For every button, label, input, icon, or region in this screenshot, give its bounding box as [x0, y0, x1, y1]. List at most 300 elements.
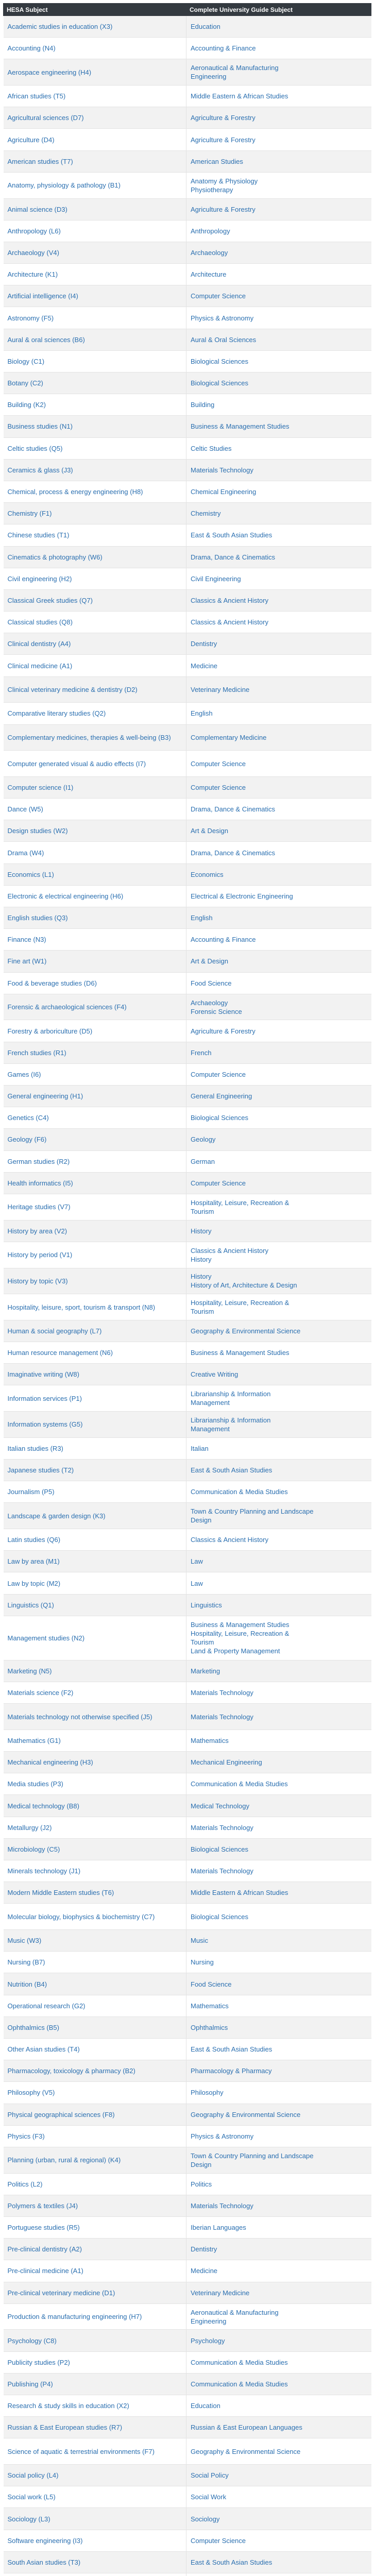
cug-subject-link[interactable]: Tourism — [191, 1207, 214, 1215]
hesa-subject-link[interactable]: Aerospace engineering (H4) — [4, 59, 186, 86]
cug-subject-link[interactable]: Business & Management Studies — [191, 1621, 290, 1629]
cug-subject-link[interactable]: Geology — [191, 1136, 216, 1144]
cug-subject-link[interactable]: Materials Technology — [191, 1689, 253, 1697]
cug-subject-link[interactable]: Dentistry — [191, 640, 217, 648]
cug-subject-link[interactable]: Archaeology — [191, 998, 228, 1007]
cug-subject-link[interactable]: Geography & Environmental Science — [191, 1327, 301, 1335]
cug-subject-link[interactable]: Classics & Ancient History — [191, 1536, 268, 1544]
cug-subject-link[interactable]: Food Science — [191, 1980, 232, 1988]
table-row — [4, 863, 371, 885]
cug-subject-link[interactable]: Education — [191, 2402, 220, 2410]
cug-subject-link[interactable]: Food Science — [191, 979, 232, 987]
cug-subject-link[interactable]: Biological Sciences — [191, 1114, 249, 1122]
cug-subject-link[interactable]: Agriculture & Forestry — [191, 205, 256, 213]
cug-subject-cell — [186, 1952, 371, 1973]
hesa-subject-link[interactable]: American studies (T7) — [4, 150, 186, 172]
cug-subject-link[interactable]: Communication & Media Studies — [191, 1780, 288, 1788]
cug-subject-link[interactable]: Veterinary Medicine — [191, 685, 250, 693]
cug-subject-link[interactable]: Drama, Dance & Cinematics — [191, 849, 275, 857]
hesa-subject-link[interactable]: Pre-clinical medicine (A1) — [4, 2260, 186, 2282]
table-row — [4, 907, 371, 929]
hesa-subject-link[interactable]: Clinical dentistry (A4) — [4, 633, 186, 655]
cug-subject-cell — [186, 994, 371, 1020]
hesa-subject-link[interactable]: Latin studies (Q6) — [4, 1529, 186, 1551]
table-row — [4, 242, 371, 263]
cug-subject-cell — [186, 220, 371, 242]
cug-subject-link[interactable]: Computer Science — [191, 1070, 246, 1078]
cug-subject-link[interactable]: History — [191, 1255, 212, 1263]
hesa-subject-link[interactable]: Classical studies (Q8) — [4, 612, 186, 633]
hesa-subject-link[interactable]: Ophthalmics (B5) — [4, 2016, 186, 2038]
cug-subject-link[interactable]: Ophthalmics — [191, 2023, 228, 2031]
cug-subject-cell — [186, 1730, 371, 1751]
cug-subject-link[interactable]: Law — [191, 1579, 203, 1587]
cug-subject-link[interactable]: East & South Asian Studies — [191, 1466, 273, 1475]
hesa-subject-link[interactable]: Journalism (P5) — [4, 1481, 186, 1503]
cug-subject-link[interactable]: Communication & Media Studies — [191, 2358, 288, 2366]
hesa-subject-link[interactable]: Sociology (L3) — [4, 2508, 186, 2530]
hesa-subject-link[interactable]: German studies (R2) — [4, 1150, 186, 1172]
cug-subject-link[interactable]: American Studies — [191, 157, 243, 165]
hesa-subject-link[interactable]: Operational research (G2) — [4, 1995, 186, 2016]
hesa-subject-link[interactable]: History by topic (V3) — [4, 1268, 186, 1294]
hesa-subject-link[interactable]: Microbiology (C5) — [4, 1838, 186, 1860]
cug-subject-link[interactable]: Design — [191, 1516, 212, 1524]
cug-subject-link[interactable]: Tourism — [191, 1308, 214, 1316]
hesa-subject-link[interactable]: Economics (L1) — [4, 863, 186, 885]
cug-subject-link[interactable]: Nursing — [191, 1958, 214, 1967]
hesa-subject-link[interactable]: Drama (W4) — [4, 842, 186, 863]
hesa-subject-link[interactable]: Physics (F3) — [4, 2125, 186, 2147]
hesa-subject-link[interactable]: Accounting (N4) — [4, 38, 186, 59]
hesa-subject-link[interactable]: Archaeology (V4) — [4, 242, 186, 263]
hesa-subject-link[interactable]: Materials technology not otherwise specified (J5) — [4, 1704, 186, 1730]
hesa-subject-link[interactable]: Ceramics & glass (J3) — [4, 459, 186, 481]
cug-subject-link[interactable]: Physics & Astronomy — [191, 2132, 254, 2140]
cug-subject-link[interactable]: Materials Technology — [191, 1713, 253, 1721]
table-row — [4, 1503, 371, 1529]
cug-subject-link[interactable]: Anthropology — [191, 227, 230, 235]
hesa-subject-link[interactable]: Food & beverage studies (D6) — [4, 972, 186, 994]
cug-subject-cell — [186, 2217, 371, 2239]
cug-subject-link[interactable]: Agriculture & Forestry — [191, 135, 256, 144]
cug-subject-cell — [186, 1086, 371, 1107]
cug-subject-link[interactable]: Aural & Oral Sciences — [191, 335, 257, 344]
hesa-subject-link[interactable]: Social policy (L4) — [4, 2465, 186, 2486]
cug-subject-link[interactable]: Accounting & Finance — [191, 44, 256, 53]
cug-subject-link[interactable]: History — [191, 1227, 212, 1235]
cug-subject-link[interactable]: Aeronautical & Manufacturing — [191, 64, 279, 72]
cug-subject-cell — [186, 1412, 371, 1438]
cug-subject-link[interactable]: Mathematics — [191, 1736, 229, 1744]
hesa-subject-link[interactable]: Computer science (I1) — [4, 776, 186, 798]
hesa-subject-link[interactable]: Research & study skills in education (X2) — [4, 2395, 186, 2417]
cug-subject-link[interactable]: Medicine — [191, 662, 218, 670]
hesa-subject-link[interactable]: Metallurgy (J2) — [4, 1817, 186, 1838]
hesa-subject-link[interactable]: Hospitality, leisure, sport, tourism & transport (N8) — [4, 1294, 186, 1320]
hesa-subject-link[interactable]: Mathematics (G1) — [4, 1730, 186, 1751]
hesa-subject-link[interactable]: History by period (V1) — [4, 1242, 186, 1268]
cug-subject-cell — [186, 951, 371, 972]
hesa-subject-link[interactable]: Electronic & electrical engineering (H6) — [4, 885, 186, 907]
hesa-subject-link[interactable]: Chemistry (F1) — [4, 503, 186, 524]
hesa-subject-link[interactable]: Forensic & archaeological sciences (F4) — [4, 994, 186, 1020]
cug-subject-link[interactable]: Town & Country Planning and Landscape — [191, 1507, 314, 1516]
cug-subject-cell — [186, 1882, 371, 1904]
hesa-subject-link[interactable]: Law by area (M1) — [4, 1551, 186, 1572]
cug-subject-link[interactable]: Dentistry — [191, 2245, 217, 2253]
hesa-subject-link[interactable]: Information systems (G5) — [4, 1412, 186, 1438]
hesa-subject-link[interactable]: Italian studies (R3) — [4, 1437, 186, 1459]
hesa-subject-link[interactable]: Classical Greek studies (Q7) — [4, 589, 186, 611]
cug-subject-link[interactable]: Chemistry — [191, 510, 221, 518]
cug-subject-link[interactable]: Hospitality, Leisure, Recreation & — [191, 1299, 290, 1307]
hesa-subject-link[interactable]: Law by topic (M2) — [4, 1572, 186, 1594]
cug-subject-link[interactable]: Middle Eastern & African Studies — [191, 92, 288, 100]
cug-subject-link[interactable]: Education — [191, 23, 220, 31]
cug-subject-link[interactable]: Management — [191, 1399, 230, 1407]
cug-subject-link[interactable]: Civil Engineering — [191, 574, 241, 583]
table-row — [4, 1129, 371, 1150]
hesa-subject-link[interactable]: Human resource management (N6) — [4, 1342, 186, 1364]
table-row — [4, 2351, 371, 2373]
cug-subject-cell — [186, 2082, 371, 2104]
cug-subject-link[interactable]: Biological Sciences — [191, 379, 249, 387]
hesa-subject-link[interactable]: Music (W3) — [4, 1930, 186, 1952]
cug-subject-link[interactable]: Librarianship & Information — [191, 1416, 271, 1424]
cug-subject-link[interactable]: Social Work — [191, 2493, 227, 2501]
cug-subject-link[interactable]: Middle Eastern & African Studies — [191, 1889, 288, 1897]
table-row — [4, 842, 371, 863]
cug-subject-cell — [186, 285, 371, 307]
hesa-subject-link[interactable]: Botany (C2) — [4, 372, 186, 394]
cug-subject-link[interactable]: Social Policy — [191, 2471, 229, 2480]
cug-subject-link[interactable]: History of Art, Architecture & Design — [191, 1281, 297, 1290]
table-header — [4, 4, 371, 16]
cug-subject-link[interactable]: History — [191, 1273, 212, 1281]
cug-subject-link[interactable]: Complementary Medicine — [191, 733, 267, 741]
cug-subject-link[interactable]: Classics & Ancient History — [191, 596, 268, 604]
hesa-subject-link[interactable]: Pharmacology, toxicology & pharmacy (B2) — [4, 2060, 186, 2082]
table-row — [4, 2417, 371, 2438]
cug-subject-link[interactable]: Drama, Dance & Cinematics — [191, 805, 275, 814]
cug-subject-link[interactable]: Land & Property Management — [191, 1647, 280, 1655]
hesa-subject-link[interactable]: Physical geographical sciences (F8) — [4, 2104, 186, 2125]
hesa-subject-link[interactable]: Social work (L5) — [4, 2486, 186, 2508]
hesa-subject-link[interactable]: Comparative literary studies (Q2) — [4, 703, 186, 724]
cug-subject-link[interactable]: Mechanical Engineering — [191, 1758, 262, 1767]
hesa-subject-link[interactable]: African studies (T5) — [4, 86, 186, 107]
hesa-subject-link[interactable]: Landscape & garden design (K3) — [4, 1503, 186, 1529]
cug-subject-link[interactable]: Computer Science — [191, 1179, 246, 1187]
cug-subject-link[interactable]: French — [191, 1048, 212, 1057]
subject-mapping-table — [3, 3, 371, 2576]
table-row — [4, 1194, 371, 1220]
hesa-subject-link[interactable]: Cinematics & photography (W6) — [4, 546, 186, 568]
cug-subject-link[interactable]: Italian — [191, 1444, 209, 1452]
cug-subject-link[interactable]: East & South Asian Studies — [191, 2045, 273, 2054]
cug-subject-link[interactable]: Philosophy — [191, 2089, 224, 2097]
table-row — [4, 2125, 371, 2147]
hesa-subject-link[interactable]: Human & social geography (L7) — [4, 1320, 186, 1342]
cug-subject-cell — [186, 1172, 371, 1194]
cug-subject-link[interactable]: Hospitality, Leisure, Recreation & — [191, 1630, 290, 1638]
cug-subject-link[interactable]: Accounting & Finance — [191, 936, 256, 944]
table-row — [4, 1882, 371, 1904]
cug-subject-link[interactable]: Town & Country Planning and Landscape — [191, 2151, 314, 2160]
hesa-subject-link[interactable]: Geology (F6) — [4, 1129, 186, 1150]
cug-subject-link[interactable]: Architecture — [191, 270, 227, 279]
hesa-subject-link[interactable]: Management studies (N2) — [4, 1616, 186, 1660]
hesa-subject-link[interactable]: Clinical veterinary medicine & dentistry (D2) — [4, 676, 186, 703]
hesa-subject-link[interactable]: Portuguese studies (R5) — [4, 2217, 186, 2239]
hesa-subject-link[interactable]: Chinese studies (T1) — [4, 524, 186, 546]
table-row — [4, 2530, 371, 2551]
cug-subject-link[interactable]: Linguistics — [191, 1601, 222, 1609]
cug-subject-cell — [186, 1616, 371, 1660]
table-row — [4, 2573, 371, 2576]
cug-subject-link[interactable]: Biological Sciences — [191, 1912, 249, 1921]
cug-subject-link[interactable]: Agriculture & Forestry — [191, 1027, 256, 1035]
hesa-subject-link[interactable]: Other Asian studies (T4) — [4, 2039, 186, 2060]
table-row — [4, 589, 371, 611]
hesa-subject-link[interactable]: Minerals technology (J1) — [4, 1860, 186, 1882]
hesa-subject-link[interactable]: Russian & East European studies (R7) — [4, 2417, 186, 2438]
hesa-subject-link[interactable]: Anthropology (L6) — [4, 220, 186, 242]
hesa-subject-link[interactable]: Philosophy (V5) — [4, 2082, 186, 2104]
hesa-subject-link[interactable]: Media studies (P3) — [4, 1773, 186, 1795]
hesa-subject-link[interactable]: Complementary medicines, therapies & well-being (B3) — [4, 724, 186, 751]
hesa-subject-link[interactable]: Forestry & arboriculture (D5) — [4, 1020, 186, 1042]
cug-subject-link[interactable]: Communication & Media Studies — [191, 2380, 288, 2388]
cug-subject-link[interactable]: Materials Technology — [191, 1867, 253, 1875]
cug-subject-link[interactable]: Iberian Languages — [191, 2224, 246, 2232]
cug-subject-link[interactable]: Computer Science — [191, 2536, 246, 2545]
table-row — [4, 416, 371, 437]
hesa-subject-link[interactable]: Publishing (P4) — [4, 2373, 186, 2395]
hesa-subject-link[interactable]: Fine art (W1) — [4, 951, 186, 972]
cug-subject-cell — [186, 2303, 371, 2330]
cug-subject-link[interactable]: Communication & Media Studies — [191, 1488, 288, 1496]
cug-subject-link[interactable]: Computer Science — [191, 759, 246, 768]
cug-subject-link[interactable]: Art & Design — [191, 957, 228, 965]
cug-subject-cell — [186, 820, 371, 842]
cug-subject-link[interactable]: Creative Writing — [191, 1370, 239, 1379]
cug-subject-link[interactable]: Business & Management Studies — [191, 422, 290, 431]
cug-subject-link[interactable]: Economics — [191, 870, 224, 878]
hesa-subject-link[interactable]: Clinical medicine (A1) — [4, 655, 186, 676]
hesa-subject-link[interactable]: Polymers & textiles (J4) — [4, 2195, 186, 2216]
cug-subject-cell — [186, 329, 371, 350]
hesa-subject-link[interactable]: Linguistics (Q1) — [4, 1594, 186, 1616]
cug-subject-link[interactable]: Anatomy & Physiology — [191, 177, 258, 185]
cug-subject-link[interactable]: English — [191, 709, 213, 718]
table-row — [4, 38, 371, 59]
cug-subject-link[interactable]: Agriculture & Forestry — [191, 114, 256, 122]
cug-subject-link[interactable]: Music — [191, 1937, 208, 1945]
cug-subject-link[interactable]: Politics — [191, 2180, 212, 2188]
cug-subject-link[interactable]: Psychology — [191, 2336, 225, 2345]
hesa-subject-link[interactable]: Academic studies in education (X3) — [4, 16, 186, 38]
cug-subject-link[interactable]: Classics & Ancient History — [191, 618, 268, 626]
cug-subject-cell — [186, 2104, 371, 2125]
hesa-subject-link[interactable]: Astronomy (F5) — [4, 307, 186, 329]
hesa-subject-link[interactable]: Pre-clinical dentistry (A2) — [4, 2239, 186, 2260]
hesa-subject-link[interactable]: Agricultural sciences (D7) — [4, 107, 186, 129]
cug-subject-link[interactable]: Building — [191, 401, 215, 409]
cug-subject-link[interactable]: Sociology — [191, 2515, 220, 2523]
cug-subject-link[interactable]: Computer Science — [191, 292, 246, 300]
cug-subject-link[interactable]: Medicine — [191, 2267, 218, 2275]
hesa-subject-link[interactable]: Production & manufacturing engineering (H7) — [4, 2303, 186, 2330]
hesa-subject-link[interactable]: Nutrition (B4) — [4, 1973, 186, 1995]
hesa-subject-link[interactable]: Civil engineering (H2) — [4, 568, 186, 589]
hesa-subject-link[interactable]: English studies (Q3) — [4, 907, 186, 929]
hesa-subject-link[interactable]: Architecture (K1) — [4, 264, 186, 285]
table-row — [4, 1752, 371, 1773]
table-row — [4, 437, 371, 459]
cug-subject-link[interactable]: East & South Asian Studies — [191, 531, 273, 539]
table-row — [4, 1952, 371, 1973]
hesa-subject-link[interactable]: Pre-clinical veterinary medicine (D1) — [4, 2282, 186, 2303]
cug-subject-cell — [186, 2465, 371, 2486]
table-row — [4, 1572, 371, 1594]
cug-subject-link[interactable]: Materials Technology — [191, 2201, 253, 2210]
hesa-subject-link[interactable]: Aural & oral sciences (B6) — [4, 329, 186, 350]
cug-subject-link[interactable]: Drama, Dance & Cinematics — [191, 553, 275, 561]
hesa-subject-link[interactable]: Finance (N3) — [4, 929, 186, 951]
cug-subject-link[interactable]: Forensic Science — [191, 1007, 242, 1015]
cug-subject-link[interactable]: Veterinary Medicine — [191, 2289, 250, 2297]
cug-subject-link[interactable]: Classics & Ancient History — [191, 1246, 268, 1255]
cug-subject-link[interactable]: Archaeology — [191, 248, 228, 257]
cug-subject-link[interactable]: Biological Sciences — [191, 1845, 249, 1853]
cug-subject-link[interactable]: Law — [191, 1557, 203, 1566]
hesa-subject-link[interactable]: Business studies (N1) — [4, 416, 186, 437]
cug-subject-link[interactable]: Electrical & Electronic Engineering — [191, 892, 293, 900]
hesa-subject-link[interactable]: Psychology (C8) — [4, 2330, 186, 2351]
hesa-subject-link[interactable]: Modern Middle Eastern studies (T6) — [4, 1882, 186, 1904]
cug-subject-link[interactable]: Tourism — [191, 1638, 214, 1647]
table-row — [4, 1904, 371, 1930]
cug-subject-link[interactable]: Management — [191, 1425, 230, 1433]
cug-subject-link[interactable]: Aeronautical & Manufacturing — [191, 2308, 279, 2316]
hesa-subject-link[interactable]: Computer generated visual & audio effects (I7) — [4, 751, 186, 777]
hesa-subject-link[interactable]: Anatomy, physiology & pathology (B1) — [4, 172, 186, 198]
cug-subject-link[interactable]: Geography & Environmental Science — [191, 2447, 301, 2455]
hesa-subject-link[interactable]: History by area (V2) — [4, 1220, 186, 1242]
table-row — [4, 751, 371, 777]
cug-subject-link[interactable]: General Engineering — [191, 1092, 252, 1100]
hesa-subject-link[interactable]: South Asian studies (T3) — [4, 2551, 186, 2573]
cug-subject-link[interactable]: Art & Design — [191, 827, 228, 835]
hesa-subject-link[interactable]: Politics (L2) — [4, 2173, 186, 2195]
table-row — [4, 633, 371, 655]
cug-subject-cell — [186, 1242, 371, 1268]
hesa-subject-link[interactable]: Biology (C1) — [4, 350, 186, 372]
hesa-subject-link[interactable]: General engineering (H1) — [4, 1086, 186, 1107]
cug-subject-link[interactable]: Physics & Astronomy — [191, 314, 254, 322]
table-row — [4, 1773, 371, 1795]
hesa-subject-link[interactable]: Games (I6) — [4, 1063, 186, 1085]
hesa-subject-link[interactable]: French studies (R1) — [4, 1042, 186, 1063]
hesa-subject-link[interactable]: Publicity studies (P2) — [4, 2351, 186, 2373]
hesa-subject-link[interactable]: Imaginative writing (W8) — [4, 1364, 186, 1385]
hesa-subject-link[interactable]: Genetics (C4) — [4, 1107, 186, 1129]
hesa-subject-link[interactable]: Heritage studies (V7) — [4, 1194, 186, 1220]
cug-subject-link[interactable]: Physiotherapy — [191, 185, 233, 194]
hesa-subject-link[interactable]: Celtic studies (Q5) — [4, 437, 186, 459]
cug-subject-cell — [186, 2060, 371, 2082]
hesa-subject-link[interactable]: Nursing (B7) — [4, 1952, 186, 1973]
hesa-subject-link[interactable]: Building (K2) — [4, 394, 186, 416]
cug-subject-link[interactable]: Business & Management Studies — [191, 1349, 290, 1357]
hesa-subject-link[interactable]: Chemical, process & energy engineering (H8) — [4, 481, 186, 502]
cug-subject-link[interactable]: Pharmacology & Pharmacy — [191, 2067, 272, 2075]
hesa-subject-link[interactable]: Agriculture (D4) — [4, 129, 186, 150]
cug-subject-link[interactable]: Celtic Studies — [191, 444, 232, 452]
cug-subject-link[interactable]: Materials Technology — [191, 1823, 253, 1832]
cug-subject-link[interactable]: Materials Technology — [191, 466, 253, 474]
hesa-subject-link[interactable]: Artificial intelligence (I4) — [4, 285, 186, 307]
cug-subject-link[interactable]: Design — [191, 2160, 212, 2168]
table-row — [4, 2395, 371, 2417]
table-row — [4, 676, 371, 703]
hesa-subject-link[interactable]: Planning (urban, rural & regional) (K4) — [4, 2147, 186, 2173]
hesa-subject-link[interactable]: Software engineering (I3) — [4, 2530, 186, 2551]
cug-subject-link[interactable]: Russian & East European Languages — [191, 2424, 302, 2432]
cug-subject-cell — [186, 1437, 371, 1459]
hesa-subject-link[interactable]: Marketing (N5) — [4, 1660, 186, 1682]
hesa-subject-link[interactable]: Information services (P1) — [4, 1385, 186, 1412]
hesa-subject-link[interactable]: Molecular biology, biophysics & biochemistry (C7) — [4, 1904, 186, 1930]
table-row — [4, 59, 371, 86]
table-row — [4, 107, 371, 129]
cug-subject-link[interactable]: Medical Technology — [191, 1802, 249, 1810]
cug-subject-link[interactable]: Engineering — [191, 2317, 227, 2325]
table-row — [4, 307, 371, 329]
hesa-subject-link[interactable]: Medical technology (B8) — [4, 1795, 186, 1817]
cug-subject-link[interactable]: Mathematics — [191, 2002, 229, 2010]
cug-subject-link[interactable]: Geography & Environmental Science — [191, 2110, 301, 2119]
table-row — [4, 1107, 371, 1129]
hesa-subject-link[interactable]: Dance (W5) — [4, 799, 186, 820]
cug-subject-cell — [186, 437, 371, 459]
cug-subject-link[interactable]: Biological Sciences — [191, 357, 249, 365]
hesa-subject-link[interactable]: Mechanical engineering (H3) — [4, 1752, 186, 1773]
cug-subject-link[interactable]: Hospitality, Leisure, Recreation & — [191, 1198, 290, 1207]
cug-subject-link[interactable]: Engineering — [191, 73, 227, 81]
cug-subject-link[interactable]: German — [191, 1157, 215, 1165]
hesa-subject-link[interactable]: Animal science (D3) — [4, 198, 186, 220]
cug-subject-link[interactable]: East & South Asian Studies — [191, 2558, 273, 2566]
table-row — [4, 2438, 371, 2465]
table-row — [4, 1063, 371, 1085]
hesa-subject-link[interactable]: Materials science (F2) — [4, 1682, 186, 1704]
cug-subject-link[interactable]: Computer Science — [191, 783, 246, 791]
cug-subject-cell — [186, 2417, 371, 2438]
hesa-subject-link[interactable] — [4, 2573, 186, 2576]
hesa-subject-link[interactable]: Health informatics (I5) — [4, 1172, 186, 1194]
hesa-subject-link[interactable]: Science of aquatic & terrestrial environments (F7) — [4, 2438, 186, 2465]
cug-subject-link[interactable]: Chemical Engineering — [191, 488, 257, 496]
hesa-subject-link[interactable]: Japanese studies (T2) — [4, 1460, 186, 1481]
cug-subject-link[interactable]: English — [191, 914, 213, 922]
cug-subject-cell — [186, 842, 371, 863]
cug-subject-link[interactable]: Librarianship & Information — [191, 1390, 271, 1398]
cug-subject-link[interactable]: Marketing — [191, 1667, 220, 1675]
hesa-subject-link[interactable]: Design studies (W2) — [4, 820, 186, 842]
